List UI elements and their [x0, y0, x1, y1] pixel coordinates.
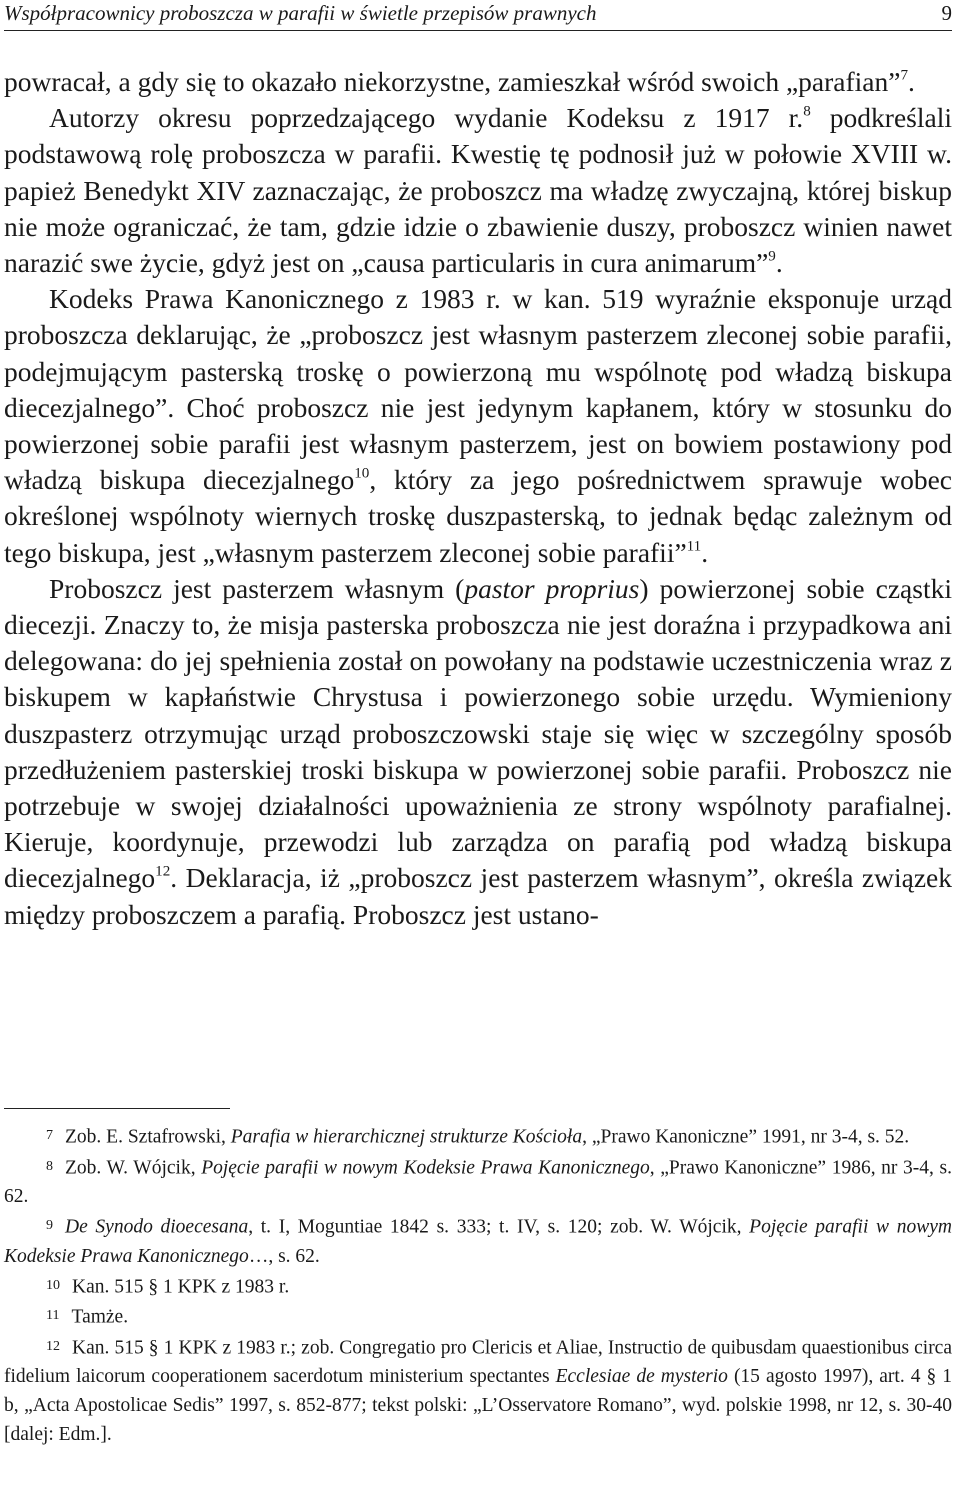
paragraph-tail: . — [908, 66, 915, 97]
footnote-text: (15 agosto 1997), art. 4 § 1 b, „Acta Apostolicae Sedis” 1997, s. 852-877; tekst polski: „L’Osservatore Romano”, wyd. polskie 1998, nr 12, s. 30-40 [dalej: Edm.]. — [4, 1366, 953, 1445]
footnote-9 — [4, 1211, 952, 1271]
paragraph-tail: . — [701, 536, 709, 568]
paragraph-text: Proboszcz jest pasterzem własnym ( — [49, 572, 465, 604]
footnotes — [4, 1121, 952, 1449]
paragraph-text: podkreślali podstawową rolę proboszcza w parafii. Kwestię tę podnosił już w połowie XVIII w. papież Benedykt XIV zaznaczając, że proboszcz ma władzę zwyczajną, której biskup nie może ograniczać, że tam, gdzie idzie o zbawienie duszy, proboszcz winien nawet narazić swe życie, gdyż jest on „causa particularis in cura animarum” — [4, 102, 952, 279]
footnote-separator — [4, 1108, 230, 1109]
footnote-text: Kan. 515 § 1 KPK z 1983 r. — [72, 1276, 290, 1297]
paragraph — [4, 64, 952, 100]
footnote-ref[interactable]: 11 — [686, 538, 702, 555]
page-number: 9 — [941, 1, 952, 25]
footnote-text: Zob. E. Sztafrowski, — [65, 1126, 231, 1148]
paragraph-text: powracał, a gdy się to okazało niekorzystne, zamieszkał wśród swoich „parafian” — [4, 66, 901, 97]
footnote-ref[interactable]: 12 — [155, 864, 171, 881]
footnote-title: De Synodo dioecesana — [65, 1216, 249, 1238]
footnote-text: Tamże. — [71, 1306, 129, 1328]
footnote-text: , „Prawo Kanoniczne” 1991, nr 3-4, s. 52. — [582, 1126, 910, 1148]
footnote-text: , „Prawo Kanoniczne” 1986, nr 3-4, s. 62. — [4, 1157, 952, 1207]
running-header — [4, 0, 952, 31]
footnote-ref[interactable]: 7 — [900, 67, 909, 84]
footnote-text: Kan. 515 § 1 KPK z 1983 r.; zob. Congregatio pro Clericis et Aliae, Instructio de quibusdam quaestionibus circa fidelium laicorum cooperationem sacerdotum ministerium spectantes — [4, 1337, 952, 1387]
footnote-number: 9 — [46, 1217, 54, 1233]
paragraph-text: , który za jego pośrednictwem sprawuje wobec określonej wspólnoty wiernych troskę duszpasterską, to jednak będąc zależnym od tego biskupa, jest „własnym pasterzem zleconej sobie parafii” — [4, 464, 952, 568]
paragraph — [4, 571, 952, 933]
footnote-ref[interactable]: 10 — [354, 465, 370, 482]
footnote-title: Pojęcie parafii w nowym Kodeksie Prawa Kanonicznego — [4, 1216, 952, 1267]
paragraph — [4, 281, 952, 571]
footnote-text: Zob. W. Wójcik, — [65, 1157, 202, 1178]
paragraph-text: Kodeks Prawa Kanonicznego z 1983 r. w kan. 519 wyraźnie eksponuje urząd proboszcza deklarując, że „proboszcz jest własnym pasterzem zleconej sobie parafii, podejmującym pasterską troskę o powierzoną mu wspólnotę pod władzą biskupa diecezjalnego”. Choć proboszcz nie jest jedynym kapłanem, który w stosunku do powierzonej sobie parafii jest własnym pasterzem, jest on bowiem postawiony pod władzą biskupa diecezjalnego — [4, 283, 952, 496]
footnote-number: 7 — [46, 1127, 54, 1143]
footnote-ref[interactable]: 9 — [768, 248, 776, 265]
paragraph-text: Autorzy okresu poprzedzającego wydanie Kodeksu z 1917 r. — [49, 102, 804, 134]
footnote-title: Pojęcie parafii w nowym Kodeksie Prawa Kanonicznego — [201, 1157, 650, 1178]
main-text — [4, 64, 952, 933]
running-title: Współpracownicy proboszcza w parafii w świetle przepisów prawnych — [4, 1, 597, 25]
footnote-8 — [4, 1152, 952, 1212]
footnote-text: …, s. 62. — [248, 1245, 320, 1267]
footnote-10 — [4, 1271, 952, 1302]
footnote-title: Ecclesiae de mysterio — [555, 1366, 728, 1387]
footnote-ref[interactable]: 8 — [803, 103, 811, 120]
footnote-number: 11 — [46, 1307, 60, 1323]
paragraph — [4, 100, 952, 281]
paragraph-tail: . — [775, 247, 783, 279]
paragraph-text: ) powierzonej sobie cząstki diecezji. Znaczy to, że misja pasterska proboszcza nie jest doraźna i przypadkowa ani delegowana: do jej spełnienia został on powołany na podstawie uczestniczenia wraz z biskupem w kapłaństwie Chrystusa i powierzonego sobie urzędu. Wymieniony duszpasterz otrzymując urząd proboszczowski staje się więc w szczególny sposób przedłużeniem pasterskiej troski biskupa w powierzonej sobie parafii. Proboszcz nie potrzebuje w swojej działalności upoważnienia ze strony wspólnoty parafialnej. Kieruje, koordynuje, przewodzi lub zarządza on parafią pod władzą biskupa diecezjalnego — [4, 572, 952, 894]
paragraph-text: . Deklaracja, iż „proboszcz jest pasterzem własnym”, określa związek między proboszczem a parafią. Proboszcz jest ustano- — [4, 862, 952, 930]
footnote-number: 8 — [46, 1157, 54, 1174]
footnote-7 — [4, 1121, 952, 1152]
footnote-12 — [4, 1332, 952, 1450]
footnote-number: 12 — [46, 1337, 61, 1354]
footnote-title: Parafia w hierarchicznej strukturze Kościoła — [230, 1126, 583, 1148]
footnote-number: 10 — [46, 1276, 61, 1293]
italic-term: pastor proprius — [464, 572, 640, 604]
footnote-text: , t. I, Moguntiae 1842 s. 333; t. IV, s. 120; zob. W. Wójcik, — [248, 1216, 750, 1238]
footnote-11 — [4, 1301, 952, 1332]
